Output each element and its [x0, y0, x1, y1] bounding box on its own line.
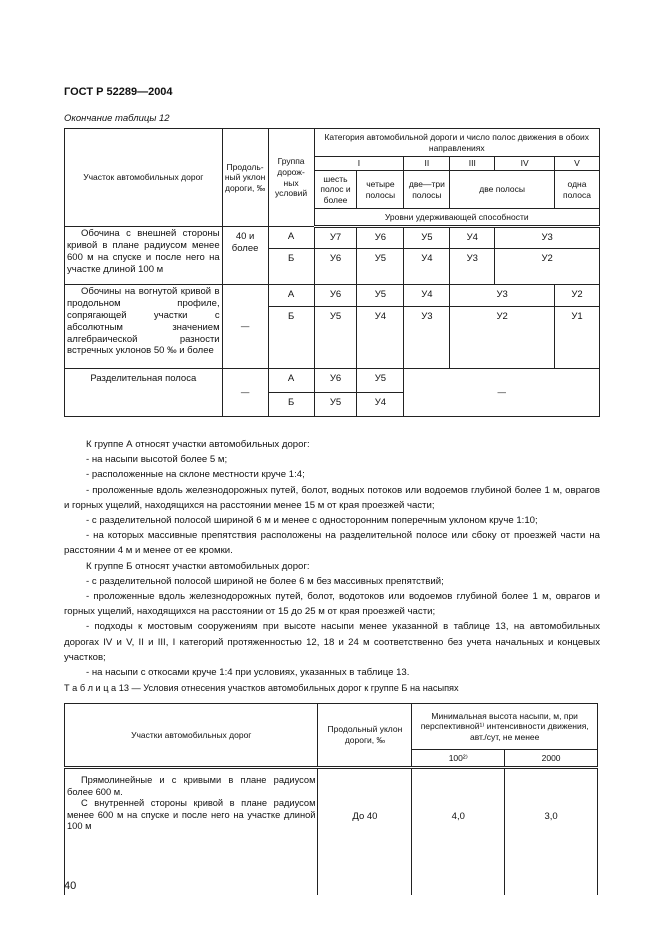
paragraph: К группе Б относят участки автомобильных дорог:: [86, 560, 310, 572]
col-slope-header: Продольный уклон дороги, ‰: [318, 704, 412, 768]
group-cell: Б: [268, 307, 314, 369]
paragraph: К группе А относят участки автомобильных дорог:: [86, 439, 310, 450]
paragraph: - с разделительной полосой шириной 6 м и менее с односторонним поперечным уклоном круче 1:10;: [86, 515, 538, 527]
slope-cell: 40 и более: [222, 227, 268, 285]
col-slope-header: Продоль-ный уклон дороги, ‰: [222, 129, 268, 227]
col-height-header: Минимальная высота насыпи, м, при перспективной¹⁾ интенсивности движения, авт./сут, не менее: [412, 704, 598, 750]
paragraph: - расположенные на склоне местности круче 1:4;: [86, 469, 305, 481]
lanes-six: шесть полос и более: [314, 171, 357, 209]
col-category-header: Категория автомобильной дороги и число полос движения в обоих направлениях: [314, 129, 599, 157]
level-cell: У5: [357, 369, 404, 393]
paragraph: - с разделительной полосой шириной не более 6 м без массивных препятствий;: [86, 575, 444, 587]
group-cell: Б: [268, 393, 314, 417]
body-text: [64, 437, 600, 680]
level-cell: У6: [314, 369, 357, 393]
table12-caption: Окончание таблицы 12: [64, 113, 170, 124]
intensity-100: 100²⁾: [412, 750, 505, 768]
category-iii: III: [450, 157, 495, 171]
col-section-header: Участок автомобильных дорог: [65, 129, 223, 227]
level-cell: У3: [495, 227, 600, 249]
lanes-four: четыре полосы: [357, 171, 404, 209]
level-cell: У4: [450, 227, 495, 249]
slope-cell: —: [222, 285, 268, 369]
level-cell: У4: [357, 393, 404, 417]
col-section-header: Участки автомобильных дорог: [65, 704, 318, 768]
paragraph: - на насыпи высотой более 5 м;: [86, 454, 228, 466]
lanes-one: одна полоса: [554, 171, 599, 209]
category-v: V: [554, 157, 599, 171]
section-text: Прямолинейные и с кривыми в плане радиусом более 600 м.: [67, 775, 316, 797]
lanes-two: две полосы: [450, 171, 555, 209]
page-number: 40: [64, 880, 77, 892]
group-cell: Б: [268, 249, 314, 285]
table13-caption: Т а б л и ц а 13 — Условия отнесения участков автомобильных дорог к группе Б на насыпях: [64, 683, 459, 693]
group-cell: А: [268, 227, 314, 249]
level-cell: У4: [404, 285, 450, 307]
category-i: I: [314, 157, 404, 171]
table-row: [65, 285, 600, 307]
slope-cell: —: [222, 369, 268, 417]
level-cell: У4: [357, 307, 404, 369]
section-cell: Разделительная полоса: [65, 369, 223, 417]
lanes-two-three: две—три полосы: [404, 171, 450, 209]
level-cell: У3: [404, 307, 450, 369]
level-cell: У5: [357, 285, 404, 307]
height-cell: 4,0: [412, 768, 505, 896]
paragraph: - проложенные вдоль железнодорожных путей, болот, водотоков или водоемов глубиной более 1 м, оврагов и горных ущелий, находящихся на расстоянии от 15 до 25 м от края проезжей части;: [64, 591, 600, 618]
level-cell: У6: [314, 285, 357, 307]
paragraph: - подходы к мостовым сооружениям при высоте насыпи менее указанной в таблице 13, на автомобильных дорогах IV и V, II и III, I категорий протяженностью 12, 18 и 24 м соответственно без учета начальных и концевых участков;: [64, 621, 600, 663]
level-cell: У5: [404, 227, 450, 249]
paragraph: - проложенные вдоль железнодорожных путей, болот, водных потоков или водоемов глубиной более 1 м, оврагов и горных ущелий, находящихся на расстоянии менее 15 м от края проезжей части;: [64, 484, 600, 511]
col-group-header: Группа дорож-ных условий: [268, 129, 314, 227]
level-cell: У5: [314, 393, 357, 417]
level-cell: У1: [554, 307, 599, 369]
level-cell: У6: [357, 227, 404, 249]
level-cell: У3: [450, 249, 495, 285]
table-12: [64, 128, 600, 417]
category-iv: IV: [495, 157, 555, 171]
level-cell: У3: [450, 285, 555, 307]
level-cell: У2: [495, 249, 600, 285]
level-cell: У5: [314, 307, 357, 369]
section-cell: Обочины на вогнутой кривой в продольном профиле, сопрягающей участки с абсолютным значением алгебраической разности встречных уклонов 50 ‰ и более: [65, 285, 223, 369]
section-cell: Обочина с внешней стороны кривой в плане радиусом менее 600 м на спуске и после него на участке длиной 100 м: [65, 227, 223, 285]
table-row: [65, 369, 600, 393]
level-cell: У6: [314, 249, 357, 285]
paragraph: - на насыпи с откосами круче 1:4 при условиях, указанных в таблице 13.: [86, 667, 410, 679]
level-cell: У7: [314, 227, 357, 249]
level-cell: У2: [450, 307, 555, 369]
level-cell: У5: [357, 249, 404, 285]
height-cell: 3,0: [505, 768, 598, 896]
level-cell: У4: [404, 249, 450, 285]
levels-header: Уровни удерживающей способности: [314, 209, 599, 227]
paragraph: - на которых массивные препятствия расположены на разделительной полосе или сбоку от проезжей части на расстоянии 4 м и менее от ее кромки.: [64, 530, 600, 557]
table-row: [65, 768, 598, 896]
slope-cell: До 40: [318, 768, 412, 896]
level-cell: —: [404, 369, 600, 417]
category-ii: II: [404, 157, 450, 171]
table-13: [64, 703, 598, 895]
standard-header: ГОСТ Р 52289—2004: [64, 86, 173, 98]
section-text: С внутренней стороны кривой в плане радиусом менее 600 м на спуске и после него на участке длиной 100 м: [67, 798, 316, 832]
level-cell: У2: [554, 285, 599, 307]
intensity-2000: 2000: [505, 750, 598, 768]
group-cell: А: [268, 285, 314, 307]
table-row: [65, 227, 600, 249]
group-cell: А: [268, 369, 314, 393]
